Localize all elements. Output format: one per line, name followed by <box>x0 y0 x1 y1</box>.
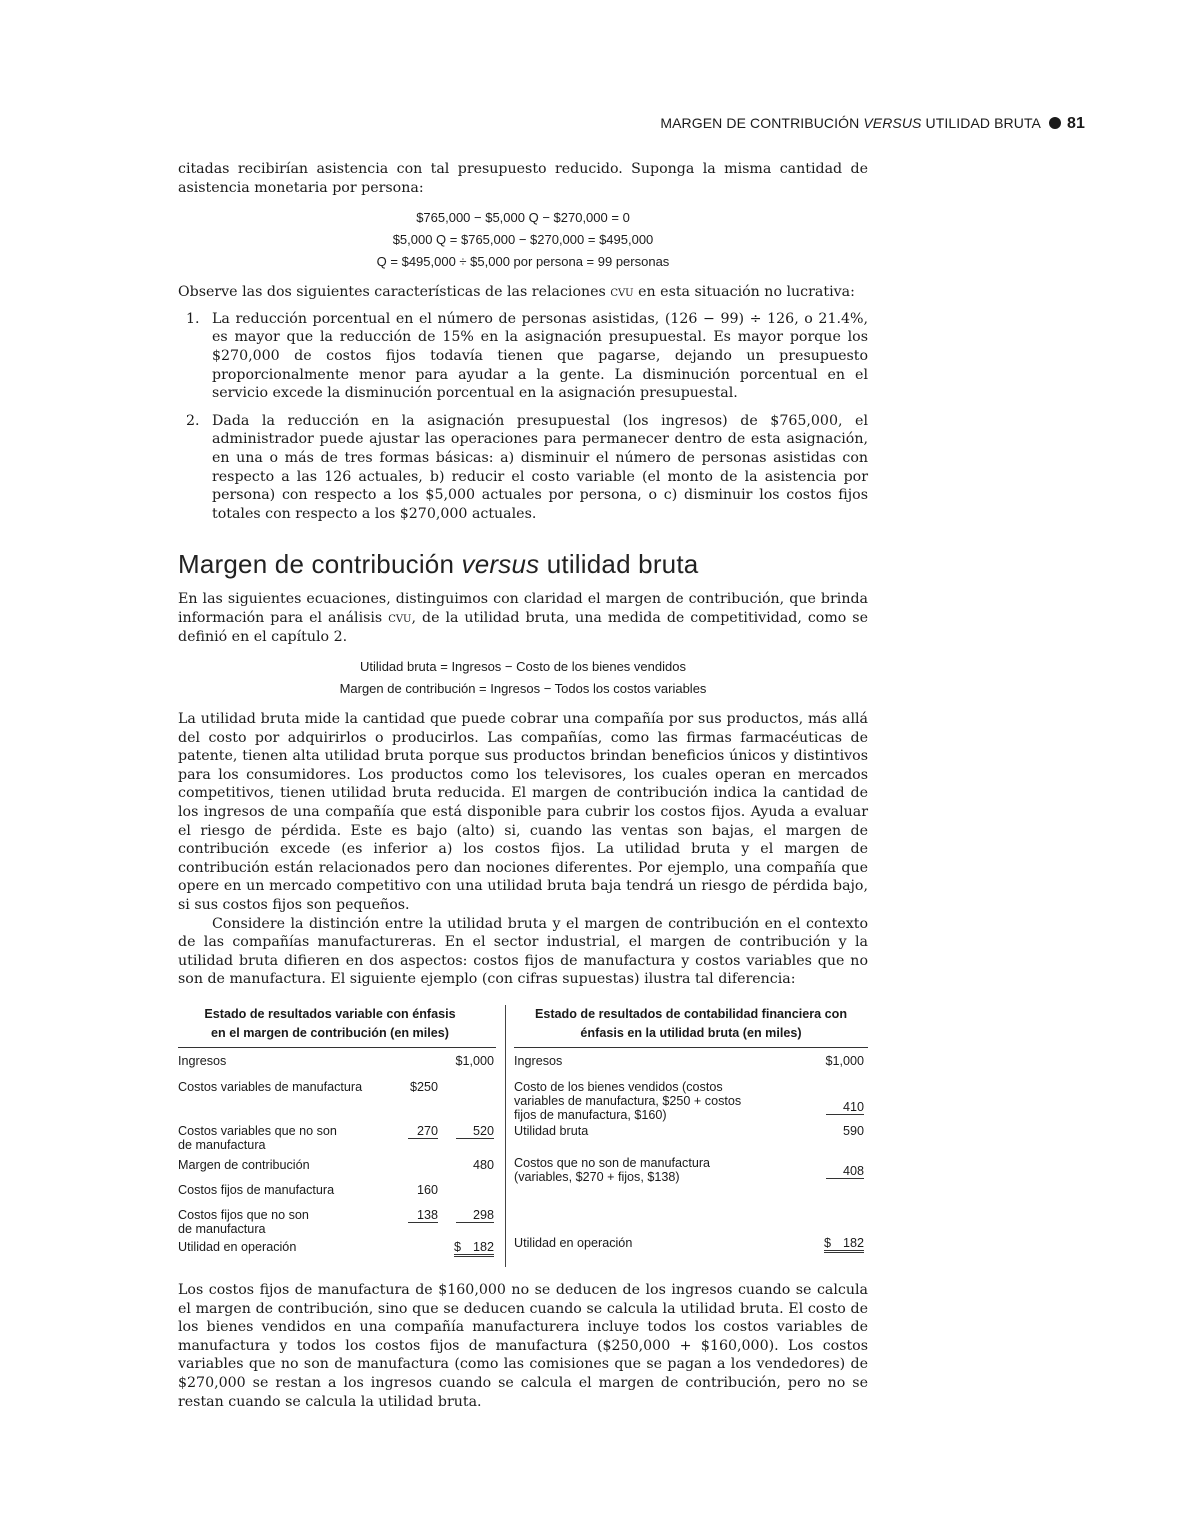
row-value: $250 <box>409 1080 438 1094</box>
section-title <box>178 549 868 580</box>
row-amount: 182 <box>842 1236 864 1250</box>
row-label: Utilidad en operación <box>178 1240 297 1254</box>
table-title-line: énfasis en la utilidad bruta (en miles) <box>580 1026 802 1040</box>
row-value: 410 <box>826 1100 864 1115</box>
observe-cvu: cvu <box>610 284 634 301</box>
page-number: 81 <box>1067 115 1085 132</box>
list-text: La reducción porcentual en el número de personas asistidas, (126 − 99) ÷ 126, o 21.4%, es mayor que la reducción de 15% en la asignación presupuestal. Es mayor porque los $270,000 de costos fijos todavía tienen que pagarse, dejando un presupuesto proporcionalmente menor para ayudar a la gente. La disminución porcentual en el servicio excede la disminución porcentual en la asignación presupuestal. <box>212 310 868 402</box>
row-label-line: Costo de los bienes vendidos (costos <box>514 1080 723 1094</box>
section-paragraph-4: Los costos fijos de manufactura de $160,000 no se deducen de los ingresos cuando se calcula el margen de contribución, sino que se deducen cuando se calcula la utilidad bruta. El costo de los bienes vendidos en una compañía manufacturera incluye todos los costos variables de manufactura y todos los costos fijos de manufactura ($250,000 + $160,000). Los costos variables que no son de manufactura (como las comisiones que se pagan a los vendedores) de $270,000 se restan a los ingresos cuando se calcula el margen de contribución, pero no se restan cuando se calcula la utilidad bruta. <box>178 1282 868 1410</box>
contribution-margin-equation: Margen de contribución = Ingresos − Todos los costos variables <box>339 681 707 697</box>
row-label-line: Costos que no son de manufactura <box>514 1156 711 1170</box>
section-paragraph-1 <box>178 590 868 646</box>
row-label: Costos variables de manufactura <box>178 1080 363 1094</box>
table-divider <box>505 1005 506 1267</box>
row-label-line: de manufactura <box>178 1138 266 1152</box>
row-label <box>178 1208 309 1236</box>
row-label <box>178 1124 337 1152</box>
table-row <box>178 1208 496 1240</box>
list-item <box>178 412 868 524</box>
section-title-text-end: utilidad bruta <box>539 549 699 580</box>
running-head <box>560 115 1085 133</box>
row-label <box>514 1156 710 1184</box>
row-label-line: Costos fijos que no son <box>178 1208 309 1222</box>
list-number: 2. <box>186 412 200 429</box>
row-value: 520 <box>456 1124 494 1139</box>
row-amount: 182 <box>472 1240 494 1254</box>
table-row <box>514 1156 868 1236</box>
table-title-line: Estado de resultados variable con énfasis <box>204 1007 456 1021</box>
currency-symbol: $ <box>824 1236 832 1250</box>
table-title <box>178 1005 496 1048</box>
row-label: Ingresos <box>178 1054 227 1068</box>
row-label: Costos fijos de manufactura <box>178 1183 335 1197</box>
row-value <box>454 1240 494 1257</box>
table-row <box>178 1183 496 1208</box>
row-label: Utilidad bruta <box>514 1124 589 1138</box>
row-label-line: variables de manufactura, $250 + costos <box>514 1094 742 1108</box>
paragraph-text-end: , de la utilidad bruta, una medida de competitividad, como se definió en el capítulo 2. <box>178 609 868 645</box>
row-value: 480 <box>472 1158 494 1172</box>
running-head-italic: VERSUS <box>863 115 922 131</box>
row-label: Utilidad en operación <box>514 1236 633 1250</box>
table-row <box>514 1054 868 1080</box>
observe-paragraph <box>178 283 868 302</box>
variable-income-statement <box>178 1005 496 1262</box>
row-label-line: (variables, $270 + fijos, $138) <box>514 1170 680 1184</box>
equation-2: $5,000 Q = $765,000 − $270,000 = $495,000 <box>392 232 654 248</box>
gross-margin-equation: Utilidad bruta = Ingresos − Costo de los bienes vendidos <box>360 659 686 675</box>
row-value <box>824 1236 864 1253</box>
row-label-line: Costos variables que no son <box>178 1124 337 1138</box>
list-text: Dada la reducción en la asignación presupuestal (los ingresos) de $765,000, el administrador puede ajustar las operaciones para permanecer dentro de esta asignación, en una o más de tres formas básicas: a) disminuir el número de personas asistidas con respecto a las 126 actuales, b) reducir el costo variable (el monto de la asistencia por persona) con respecto a los $5,000 actuales por persona, o c) disminuir los costos fijos totales con respecto a los $270,000 actuales. <box>212 412 868 522</box>
list-number: 1. <box>186 310 200 327</box>
row-value: 138 <box>408 1208 438 1223</box>
table-row <box>178 1158 496 1183</box>
row-value: 270 <box>408 1124 438 1139</box>
observe-text-end: en esta situación no lucrativa: <box>633 284 855 301</box>
definition-equations <box>178 656 868 700</box>
observe-text: Observe las dos siguientes características de las relaciones <box>178 284 611 301</box>
equation-1: $765,000 − $5,000 Q − $270,000 = 0 <box>416 210 630 226</box>
row-value: $1,000 <box>455 1054 494 1068</box>
row-label-line: fijos de manufactura, $160) <box>514 1108 667 1122</box>
section-paragraph-2: La utilidad bruta mide la cantidad que puede cobrar una compañía por sus productos, más allá del costo por adquirirlos o producirlos. Las compañías, como las firmas farmacéuticas de patente, tienen alta utilidad bruta porque sus productos brindan beneficios únicos y distintivos para los consumidores. Los productos como los televisores, los cuales operan en mercados competitivos, tienen utilidad bruta reducida. El margen de contribución indica la cantidad de los ingresos de una compañía que está disponible para cubrir los costos fijos. Ayuda a evaluar el riesgo de pérdida. Este es bajo (alto) si, cuando las ventas son bajas, el margen de contribución excede (es inferior a) los costos fijos. La utilidad bruta y el margen de contribución están relacionados pero dan nociones diferentes. Por ejemplo, una compañía que opere en un mercado competitivo con una utilidad bruta baja tendrá un riesgo de pérdida bajo, si sus costos fijos son pequeños. <box>178 711 868 914</box>
table-title <box>514 1005 868 1048</box>
row-value: 160 <box>416 1183 438 1197</box>
section-title-text: Margen de contribución <box>178 549 462 580</box>
comparison-tables <box>178 1005 868 1267</box>
running-head-text: MARGEN DE CONTRIBUCIÓN <box>660 115 864 131</box>
table-row <box>514 1124 868 1156</box>
table-row <box>514 1080 868 1130</box>
row-value: 408 <box>826 1164 864 1179</box>
table-title-line: en el margen de contribución (en miles) <box>211 1026 449 1040</box>
list-item <box>178 310 868 403</box>
table-row <box>178 1054 496 1080</box>
table-row <box>178 1080 496 1124</box>
running-head-text-end: UTILIDAD BRUTA <box>921 115 1041 131</box>
currency-symbol: $ <box>454 1240 462 1254</box>
row-value: $1,000 <box>825 1054 864 1068</box>
table-row <box>514 1236 868 1258</box>
numbered-list <box>178 310 868 524</box>
table-row <box>178 1240 496 1262</box>
intro-paragraph: citadas recibirían asistencia con tal presupuesto reducido. Suponga la misma cantidad de asistencia monetaria por persona: <box>178 161 868 196</box>
paragraph-cvu: cvu <box>388 609 412 626</box>
page-body <box>178 160 868 1411</box>
row-label: Margen de contribución <box>178 1158 310 1172</box>
section-title-italic: versus <box>461 549 540 580</box>
equation-3: Q = $495,000 ÷ $5,000 por persona = 99 personas <box>376 254 670 270</box>
bullet-dot-icon <box>1049 117 1061 129</box>
row-value: 298 <box>456 1208 494 1223</box>
table-title-line: Estado de resultados de contabilidad financiera con <box>534 1007 848 1021</box>
financial-income-statement <box>514 1005 868 1258</box>
row-value: 590 <box>842 1124 864 1138</box>
paragraph-text: En las siguientes ecuaciones, distinguimos con claridad el margen de contribución, que brinda información para el análisis <box>178 591 868 626</box>
equation-block <box>178 207 868 273</box>
section-paragraph-3: Considere la distinción entre la utilidad bruta y el margen de contribución en el contexto de las compañías manufactureras. En el sector industrial, el margen de contribución y la utilidad bruta difieren en dos aspectos: costos fijos de manufactura y costos variables que no son de manufactura. El siguiente ejemplo (con cifras supuestas) ilustra tal diferencia: <box>178 915 868 988</box>
row-label: Ingresos <box>514 1054 563 1068</box>
row-label-line: de manufactura <box>178 1222 266 1236</box>
row-label <box>514 1080 741 1122</box>
